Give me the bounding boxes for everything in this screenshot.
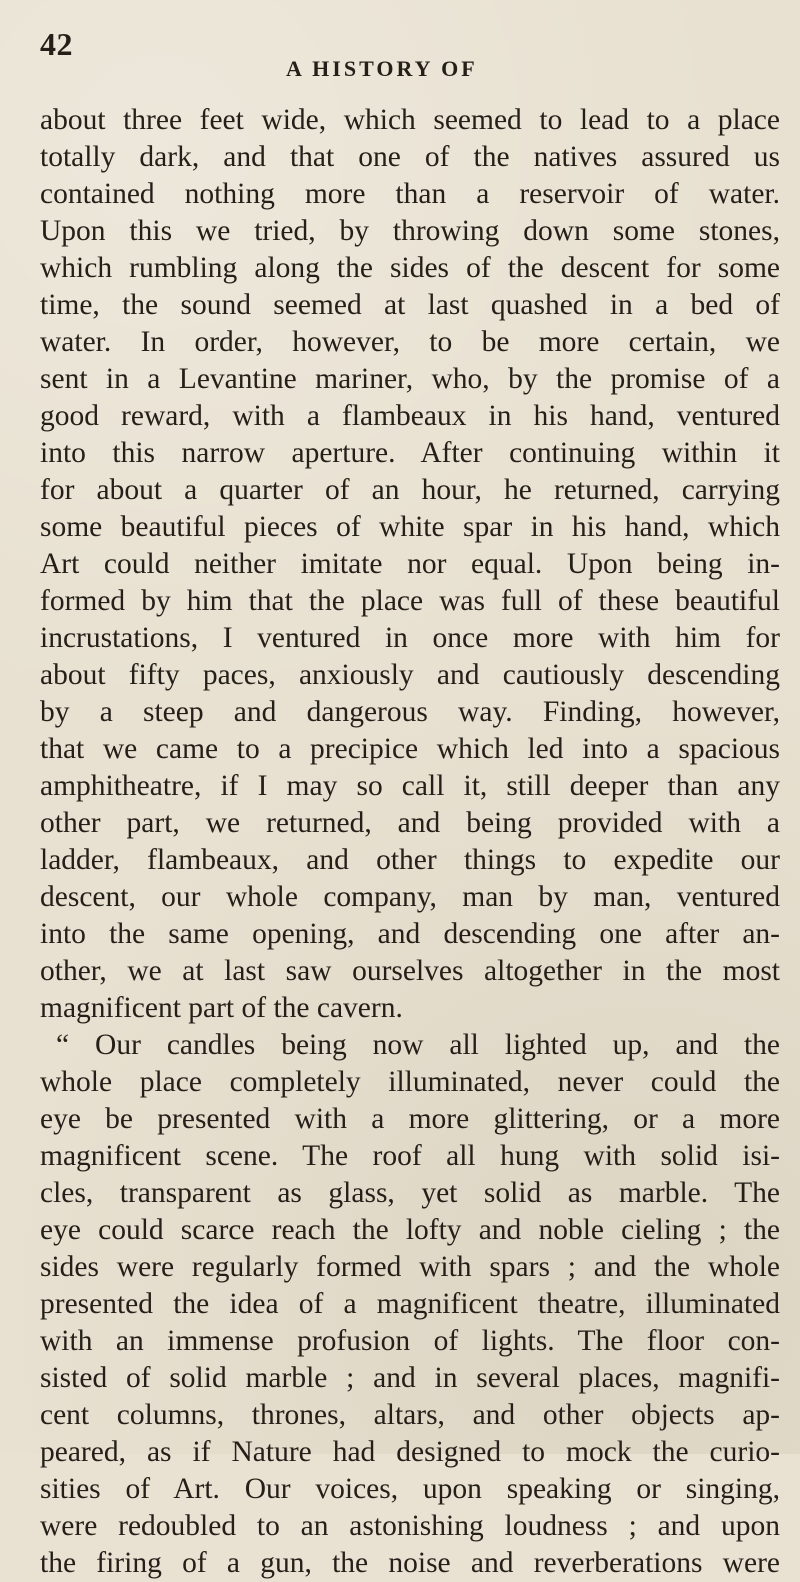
text-line: into this narrow aperture. After continuing within it: [40, 437, 780, 469]
text-line: about fifty paces, anxiously and cautiously descending: [40, 659, 780, 691]
text-line: eye could scarce reach the lofty and noble cieling ; the: [40, 1214, 780, 1246]
text-line: with an immense profusion of lights. The floor con-: [40, 1325, 780, 1357]
text-line: water. In order, however, to be more certain, we: [40, 326, 780, 358]
page-number: 42: [40, 26, 73, 62]
text-line: amphitheatre, if I may so call it, still deeper than any: [40, 770, 780, 802]
text-line: some beautiful pieces of white spar in his hand, which: [40, 511, 780, 543]
text-line: contained nothing more than a reservoir of water.: [40, 178, 780, 210]
text-line: about three feet wide, which seemed to lead to a place: [40, 104, 780, 136]
text-line: for about a quarter of an hour, he returned, carrying: [40, 474, 780, 506]
page-header: [36, 26, 776, 81]
text-line: descent, our whole company, man by man, ventured: [40, 881, 780, 913]
text-line: good reward, with a flambeaux in his hand, ventured: [40, 400, 780, 432]
text-line: “ Our candles being now all lighted up, and the: [56, 1029, 780, 1061]
text-line: into the same opening, and descending one after an-: [40, 918, 780, 950]
text-line: formed by him that the place was full of these beautiful: [40, 585, 780, 617]
text-line: by a steep and dangerous way. Finding, however,: [40, 696, 780, 728]
text-line: magnificent scene. The roof all hung with solid isi-: [40, 1140, 780, 1172]
text-line: other, we at last saw ourselves altogether in the most: [40, 955, 780, 987]
text-line: sent in a Levantine mariner, who, by the promise of a: [40, 363, 780, 395]
text-line: other part, we returned, and being provided with a: [40, 807, 780, 839]
text-line: sities of Art. Our voices, upon speaking or singing,: [40, 1473, 780, 1505]
text-line: eye be presented with a more glittering, or a more: [40, 1103, 780, 1135]
text-line: totally dark, and that one of the natives assured us: [40, 141, 780, 173]
text-line: presented the idea of a magnificent theatre, illuminated: [40, 1288, 780, 1320]
text-line: peared, as if Nature had designed to mock the curio-: [40, 1436, 780, 1468]
text-line: cles, transparent as glass, yet solid as marble. The: [40, 1177, 780, 1209]
text-line: that we came to a precipice which led into a spacious: [40, 733, 780, 765]
text-line: cent columns, thrones, altars, and other objects ap-: [40, 1399, 780, 1431]
text-line: were redoubled to an astonishing loudness ; and upon: [40, 1510, 780, 1542]
running-head: A HISTORY OF: [286, 56, 478, 81]
text-line: incrustations, I ventured in once more with him for: [40, 622, 780, 654]
body-text: [40, 102, 780, 1582]
text-line: the firing of a gun, the noise and reverberations were: [40, 1547, 780, 1579]
text-line: sides were regularly formed with spars ; and the whole: [40, 1251, 780, 1283]
text-line: Upon this we tried, by throwing down some stones,: [40, 215, 780, 247]
text-line: sisted of solid marble ; and in several places, magnifi-: [40, 1362, 780, 1394]
text-line: ladder, flambeaux, and other things to expedite our: [40, 844, 780, 876]
text-line: whole place completely illuminated, never could the: [40, 1066, 780, 1098]
text-line: magnificent part of the cavern.: [40, 992, 403, 1024]
text-line: time, the sound seemed at last quashed in a bed of: [40, 289, 780, 321]
text-line: which rumbling along the sides of the descent for some: [40, 252, 780, 284]
text-line: Art could neither imitate nor equal. Upon being in-: [40, 548, 780, 580]
